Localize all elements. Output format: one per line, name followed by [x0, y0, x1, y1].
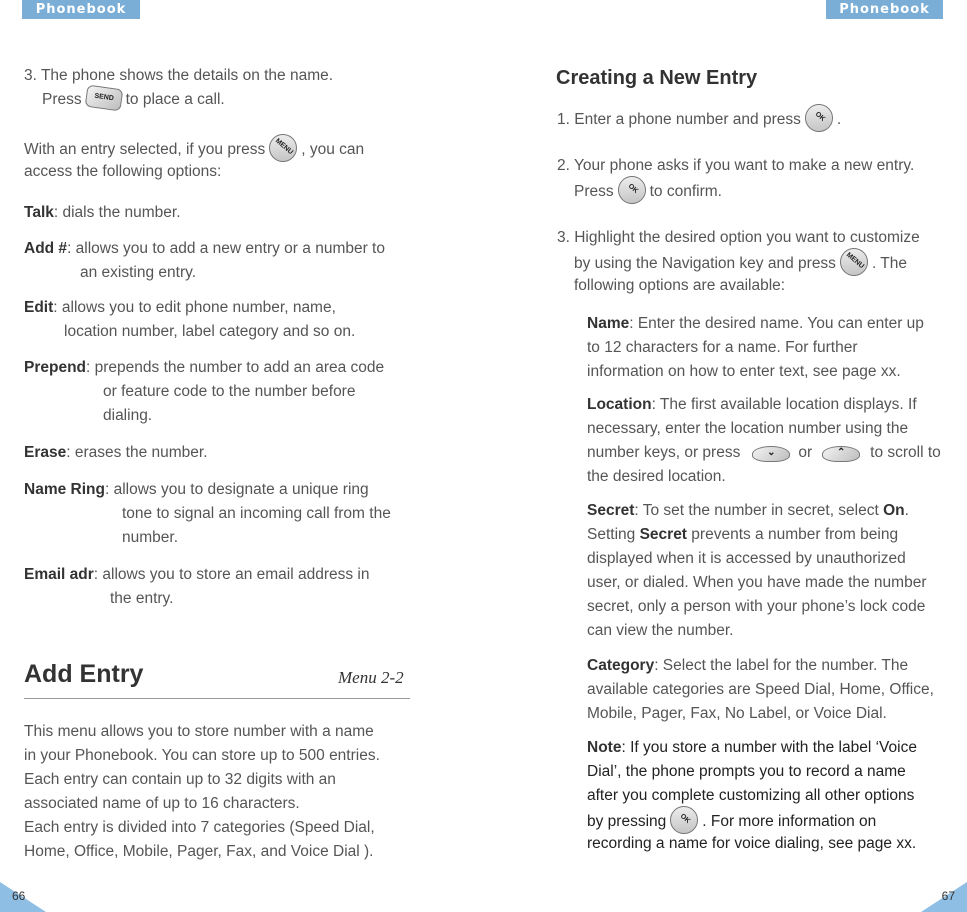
option-talk: Talk: dials the number. — [24, 204, 181, 221]
opt-secret: Secret: To set the number in secret, select On. — [587, 502, 909, 519]
option-add-line2: an existing entry. — [80, 264, 197, 281]
ok-key-icon: OK — [799, 98, 838, 137]
opt-category-line3: Mobile, Pager, Fax, No Label, or Voice Dial. — [587, 705, 887, 722]
body-line-1: This menu allows you to store number with a name — [24, 723, 374, 740]
step3-line3: following options are available: — [574, 277, 786, 294]
opt-category: Category: Select the label for the number. The — [587, 657, 909, 674]
note-line3: after you complete customizing all other options — [587, 787, 915, 804]
body-line-3: Each entry can contain up to 32 digits with an — [24, 771, 336, 788]
page-number-right: 67 — [921, 882, 967, 912]
note-line2: Dial’, the phone prompts you to record a name — [587, 763, 906, 780]
opt-location-line2: necessary, enter the location number using the — [587, 420, 909, 437]
note-line4: by pressing OK . For more information on — [587, 808, 876, 836]
option-email-line2: the entry. — [110, 590, 174, 607]
body-line-2: in your Phonebook. You can store up to 500 entries. — [24, 747, 380, 764]
ok-key-icon: OK — [665, 800, 704, 839]
option-add: Add #: allows you to add a new entry or a number to — [24, 240, 385, 257]
note: Note: If you store a number with the label ‘Voice — [587, 739, 917, 756]
body-line-5: Each entry is divided into 7 categories (Speed Dial, — [24, 819, 375, 836]
nav-up-key-icon: ⌄ — [752, 446, 790, 462]
right-title: Creating a New Entry — [556, 67, 758, 89]
header-tab-right: Phonebook — [826, 0, 943, 19]
section-menu-number: Menu 2-2 — [338, 668, 404, 687]
opt-secret-line6: can view the number. — [587, 622, 734, 639]
nav-down-key-icon: ⌃ — [822, 446, 860, 462]
option-edit: Edit: allows you to edit phone number, name, — [24, 299, 336, 316]
opt-secret-line3: displayed when it is accessed by unauthorized — [587, 550, 906, 567]
step2-line2: Press OK to confirm. — [574, 178, 722, 206]
options-intro: With an entry selected, if you press MENU , you can — [24, 136, 364, 164]
opt-location-line3: number keys, or press ⌄ or ⌃ to scroll to — [587, 444, 941, 461]
option-prepend: Prepend: prepends the number to add an area code — [24, 359, 385, 376]
section-divider — [24, 698, 410, 699]
step3-line2: Press SEND to place a call. — [42, 88, 225, 112]
menu-key-icon: MENU — [263, 128, 302, 167]
step3-line1: 3. The phone shows the details on the name. — [24, 67, 334, 84]
option-prepend-line2: or feature code to the number before — [103, 383, 356, 400]
ok-key-icon: OK — [612, 170, 651, 209]
option-email: Email adr: allows you to store an email address in — [24, 566, 370, 583]
header-tab-left: Phonebook — [22, 0, 140, 19]
option-prepend-line3: dialing. — [103, 407, 153, 424]
options-intro-line2: access the following options: — [24, 163, 222, 180]
page-number-left: 66 — [0, 882, 46, 912]
section-title: Add Entry — [24, 660, 144, 688]
option-erase: Erase: erases the number. — [24, 444, 208, 461]
step1: 1. Enter a phone number and press OK . — [557, 106, 841, 134]
menu-key-icon: MENU — [834, 242, 873, 281]
opt-secret-line2: Setting Secret prevents a number from being — [587, 526, 899, 543]
step2: 2. Your phone asks if you want to make a new entry. — [557, 157, 915, 174]
body-line-6: Home, Office, Mobile, Pager, Fax, and Voice Dial ). — [24, 843, 374, 860]
opt-name: Name: Enter the desired name. You can enter up — [587, 315, 924, 332]
opt-location: Location: The first available location displays. If — [587, 396, 917, 413]
option-name-ring-line3: number. — [122, 529, 179, 546]
step3: 3. Highlight the desired option you want to customize — [557, 229, 920, 246]
body-line-4: associated name of up to 16 characters. — [24, 795, 300, 812]
opt-name-line2: to 12 characters for a name. For further — [587, 339, 858, 356]
opt-secret-line5: secret, only a person with your phone’s lock code — [587, 598, 926, 615]
option-name-ring: Name Ring: allows you to designate a unique ring — [24, 481, 369, 498]
option-edit-line2: location number, label category and so on. — [64, 323, 356, 340]
note-line5: recording a name for voice dialing, see page xx. — [587, 835, 917, 852]
send-key-icon: SEND — [84, 85, 123, 112]
opt-category-line2: available categories are Speed Dial, Home, Office, — [587, 681, 934, 698]
option-name-ring-line2: tone to signal an incoming call from the — [122, 505, 391, 522]
opt-location-line4: the desired location. — [587, 468, 726, 485]
step3-line2: by using the Navigation key and press MENU . The — [574, 250, 907, 278]
opt-name-line3: information on how to enter text, see page xx. — [587, 363, 901, 380]
opt-secret-line4: user, or dialed. When you have made the number — [587, 574, 927, 591]
